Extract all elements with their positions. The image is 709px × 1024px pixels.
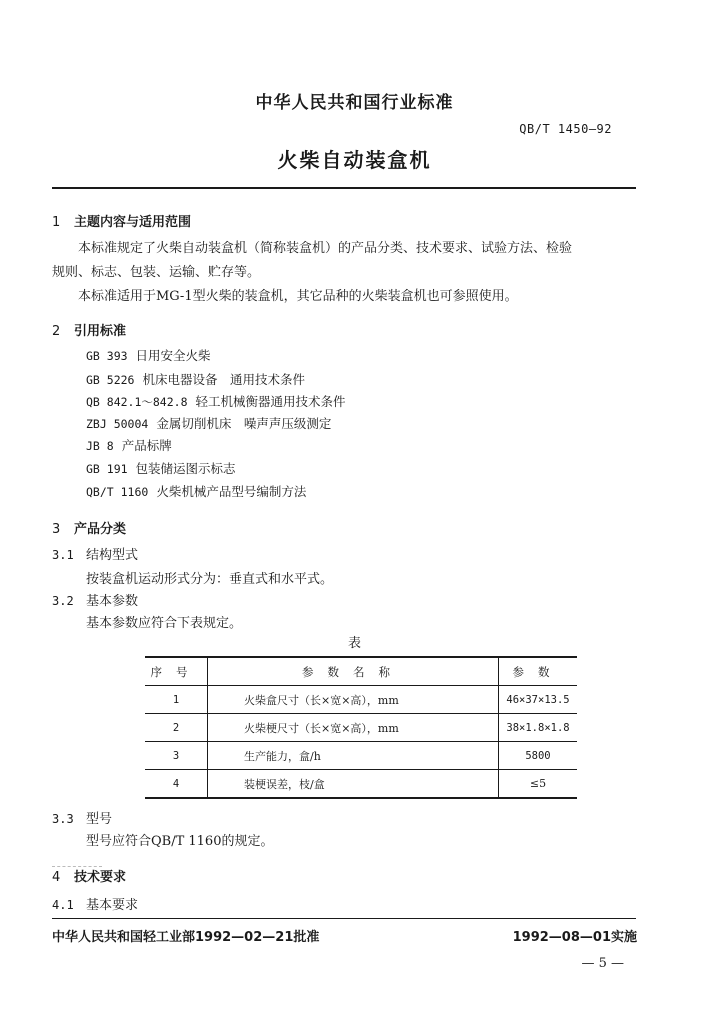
subsection-3-3-heading — [52, 808, 112, 827]
section-title: 技术要求 — [74, 870, 127, 885]
document-title: 火柴自动装盒机 — [277, 148, 432, 172]
row-number: 4 — [145, 770, 208, 799]
subsection-title: 基本参数 — [86, 594, 139, 609]
table-row — [145, 686, 577, 714]
subsection-3-2-text: 基本参数应符合下表规定。 — [86, 616, 243, 631]
subsection-number: 4.1 — [52, 898, 74, 912]
reference-code: JB 8 — [86, 439, 114, 453]
section-number: 4 — [52, 870, 61, 885]
section-3-heading — [52, 518, 126, 537]
section-number: 3 — [52, 522, 61, 537]
row-number: 1 — [145, 686, 208, 714]
section-number: 2 — [52, 324, 61, 339]
approval-statement: 中华人民共和国轻工业部1992—02—21批准 — [52, 930, 320, 945]
reference-title: 机床电器设备 通用技术条件 — [142, 372, 305, 387]
section-1-paragraph-2: 本标准适用于MG-1型火柴的装盒机，其它品种的火柴装盒机也可参照使用。 — [78, 289, 518, 304]
subsection-title: 基本要求 — [86, 898, 139, 913]
subsection-number: 3.3 — [52, 812, 74, 826]
reference-title: 日用安全火柴 — [135, 348, 211, 363]
reference-item — [86, 370, 305, 388]
reference-item — [86, 459, 236, 477]
table-row — [145, 770, 577, 799]
standard-code: QB/T 1450—92 — [519, 122, 612, 136]
row-number: 3 — [145, 742, 208, 770]
reference-code: QB/T 1160 — [86, 485, 149, 499]
parameter-value: 38×1.8×1.8 — [506, 721, 570, 734]
subsection-number: 3.1 — [52, 548, 74, 562]
parameter-name: 火柴盒尺寸（长×宽×高），mm — [208, 686, 499, 714]
section-1-paragraph-1-line-1: 本标准规定了火柴自动装盒机（简称装盒机）的产品分类、技术要求、试验方法、检验 — [78, 241, 573, 256]
section-title: 主题内容与适用范围 — [74, 215, 192, 230]
reference-title: 火柴机械产品型号编制方法 — [156, 484, 307, 499]
footer-divider — [52, 918, 636, 919]
reference-title: 产品标牌 — [121, 438, 172, 453]
section-1-heading — [52, 211, 191, 230]
reference-item — [86, 346, 211, 364]
table-row — [145, 742, 577, 770]
section-title: 引用标准 — [74, 324, 127, 339]
subsection-3-1-text: 按装盒机运动形式分为：垂直式和水平式。 — [86, 572, 334, 587]
subsection-3-2-heading — [52, 590, 138, 609]
parameter-name: 装梗误差，枝/盒 — [208, 770, 499, 799]
parameter-value: 5800 — [525, 749, 551, 762]
section-2-heading — [52, 320, 126, 339]
table-header-row — [145, 657, 577, 686]
reference-code: GB 5226 — [86, 373, 135, 387]
reference-title: 包装储运图示标志 — [135, 461, 236, 476]
parameter-value: 46×37×13.5 — [506, 693, 570, 706]
subsection-3-1-heading — [52, 544, 138, 563]
parameter-name: 生产能力，盒/h — [208, 742, 499, 770]
column-header-number: 序号 — [145, 657, 208, 686]
header-divider — [52, 187, 636, 189]
reference-item — [86, 392, 346, 410]
parameter-value: ≤5 — [529, 777, 547, 790]
reference-code: ZBJ 50004 — [86, 417, 149, 431]
implementation-date: 1992—08—01实施 — [512, 930, 637, 945]
subsection-title: 型号 — [86, 812, 113, 827]
page-number: — 5 — — [581, 956, 624, 971]
column-header-value: 参数 — [512, 664, 564, 679]
reference-code: GB 191 — [86, 462, 128, 476]
subsection-title: 结构型式 — [86, 548, 139, 563]
table-caption: 表 — [347, 636, 361, 651]
table-row — [145, 714, 577, 742]
subsection-3-3-text: 型号应符合QB/T 1160的规定。 — [86, 834, 274, 849]
standard-type-header: 中华人民共和国行业标准 — [255, 93, 454, 113]
subsection-4-1-heading — [52, 894, 138, 913]
reference-item — [86, 414, 331, 432]
parameters-table — [145, 656, 577, 799]
row-number: 2 — [145, 714, 208, 742]
reference-code: GB 393 — [86, 349, 128, 363]
section-title: 产品分类 — [74, 522, 127, 537]
section-number: 1 — [52, 215, 61, 230]
section-4-heading — [52, 866, 126, 885]
reference-item — [86, 436, 172, 454]
reference-title: 金属切削机床 噪声声压级测定 — [156, 416, 332, 431]
section-1-paragraph-1-line-2: 规则、标志、包装、运输、贮存等。 — [52, 265, 261, 280]
subsection-number: 3.2 — [52, 594, 74, 608]
reference-item — [86, 482, 306, 500]
reference-title: 轻工机械衡器通用技术条件 — [195, 394, 346, 409]
parameter-name: 火柴梗尺寸（长×宽×高），mm — [208, 714, 499, 742]
reference-code: QB 842.1～842.8 — [86, 395, 188, 409]
column-header-name: 参数名称 — [208, 657, 499, 686]
